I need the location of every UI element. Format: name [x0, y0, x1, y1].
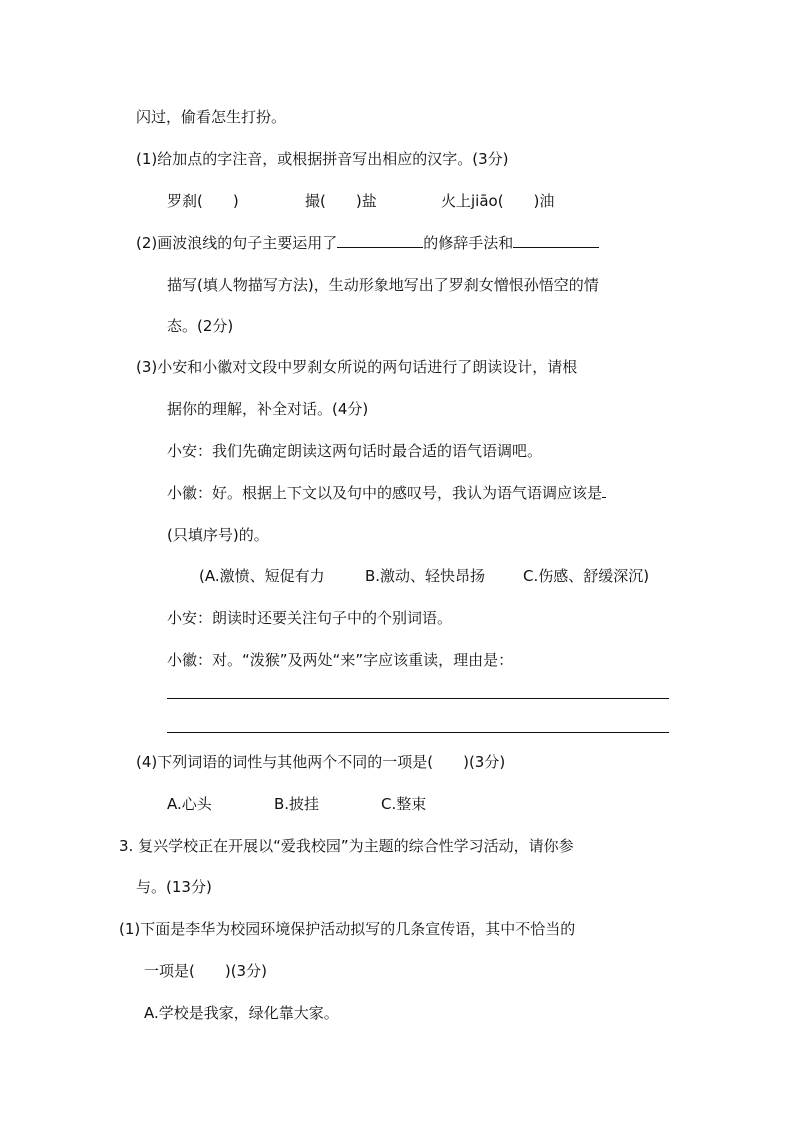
text-line: 一项是( )(3分) — [144, 962, 267, 980]
option-item: C.伤感、舒缓深沉) — [523, 567, 650, 585]
question-2-text: 的修辞手法和 — [423, 234, 514, 252]
text-line: 描写(填人物描写方法)，生动形象地写出了罗刹女憎恨孙悟空的情 — [167, 276, 599, 294]
option-item: A.学校是我家，绿化靠大家。 — [144, 1004, 339, 1022]
dialogue-line — [167, 483, 606, 503]
text-line: 态。(2分) — [167, 317, 234, 335]
answer-blank — [602, 483, 606, 498]
question-2 — [136, 233, 599, 253]
answer-blank — [337, 233, 423, 248]
option-item: B.激动、轻快昂扬 — [365, 567, 486, 585]
dialogue-line: 小安：朗读时还要关注句子中的个别词语。 — [167, 609, 453, 627]
text-line: 闪过，偷看怎生打扮。 — [136, 108, 287, 126]
dialogue-text: 小徽：好。根据上下文以及句中的感叹号，我认为语气语调应该是 — [167, 484, 603, 502]
dialogue-line: 小徽：对。“泼猴”及两处“来”字应该重读，理由是： — [167, 651, 514, 669]
option-item: C.整束 — [381, 795, 427, 813]
text-line: (只填序号)的。 — [167, 526, 269, 544]
question-1: (1)给加点的字注音，或根据拼音写出相应的汉字。(3分) — [136, 150, 509, 168]
dialogue-line: 小安：我们先确定朗读这两句话时最合适的语气语调吧。 — [167, 442, 543, 460]
text-line: 据你的理解，补全对话。(4分) — [167, 400, 369, 418]
answer-item: 撮( )盐 — [305, 192, 377, 210]
sub-question-1: (1)下面是李华为校园环境保护活动拟写的几条宣传语，其中不恰当的 — [119, 920, 576, 938]
answer-blank — [513, 233, 599, 248]
question-3: (3)小安和小徽对文段中罗刹女所说的两句话进行了朗读设计，请根 — [136, 358, 578, 376]
question-2-text: (2)画波浪线的句子主要运用了 — [136, 234, 338, 252]
answer-item: 罗刹( ) — [167, 192, 239, 210]
answer-line — [167, 698, 669, 699]
option-item: B.披挂 — [274, 795, 320, 813]
answer-line — [167, 732, 669, 733]
answer-item: 火上jiāo( )油 — [441, 192, 555, 210]
option-item: A.心头 — [167, 795, 212, 813]
text-line: 与。(13分) — [136, 878, 212, 896]
question-3-heading: 3. 复兴学校正在开展以“爱我校园”为主题的综合性学习活动，请你参 — [119, 837, 574, 855]
option-item: (A.激愤、短促有力 — [199, 567, 325, 585]
question-4: (4)下列词语的词性与其他两个不同的一项是( )(3分) — [136, 753, 506, 771]
